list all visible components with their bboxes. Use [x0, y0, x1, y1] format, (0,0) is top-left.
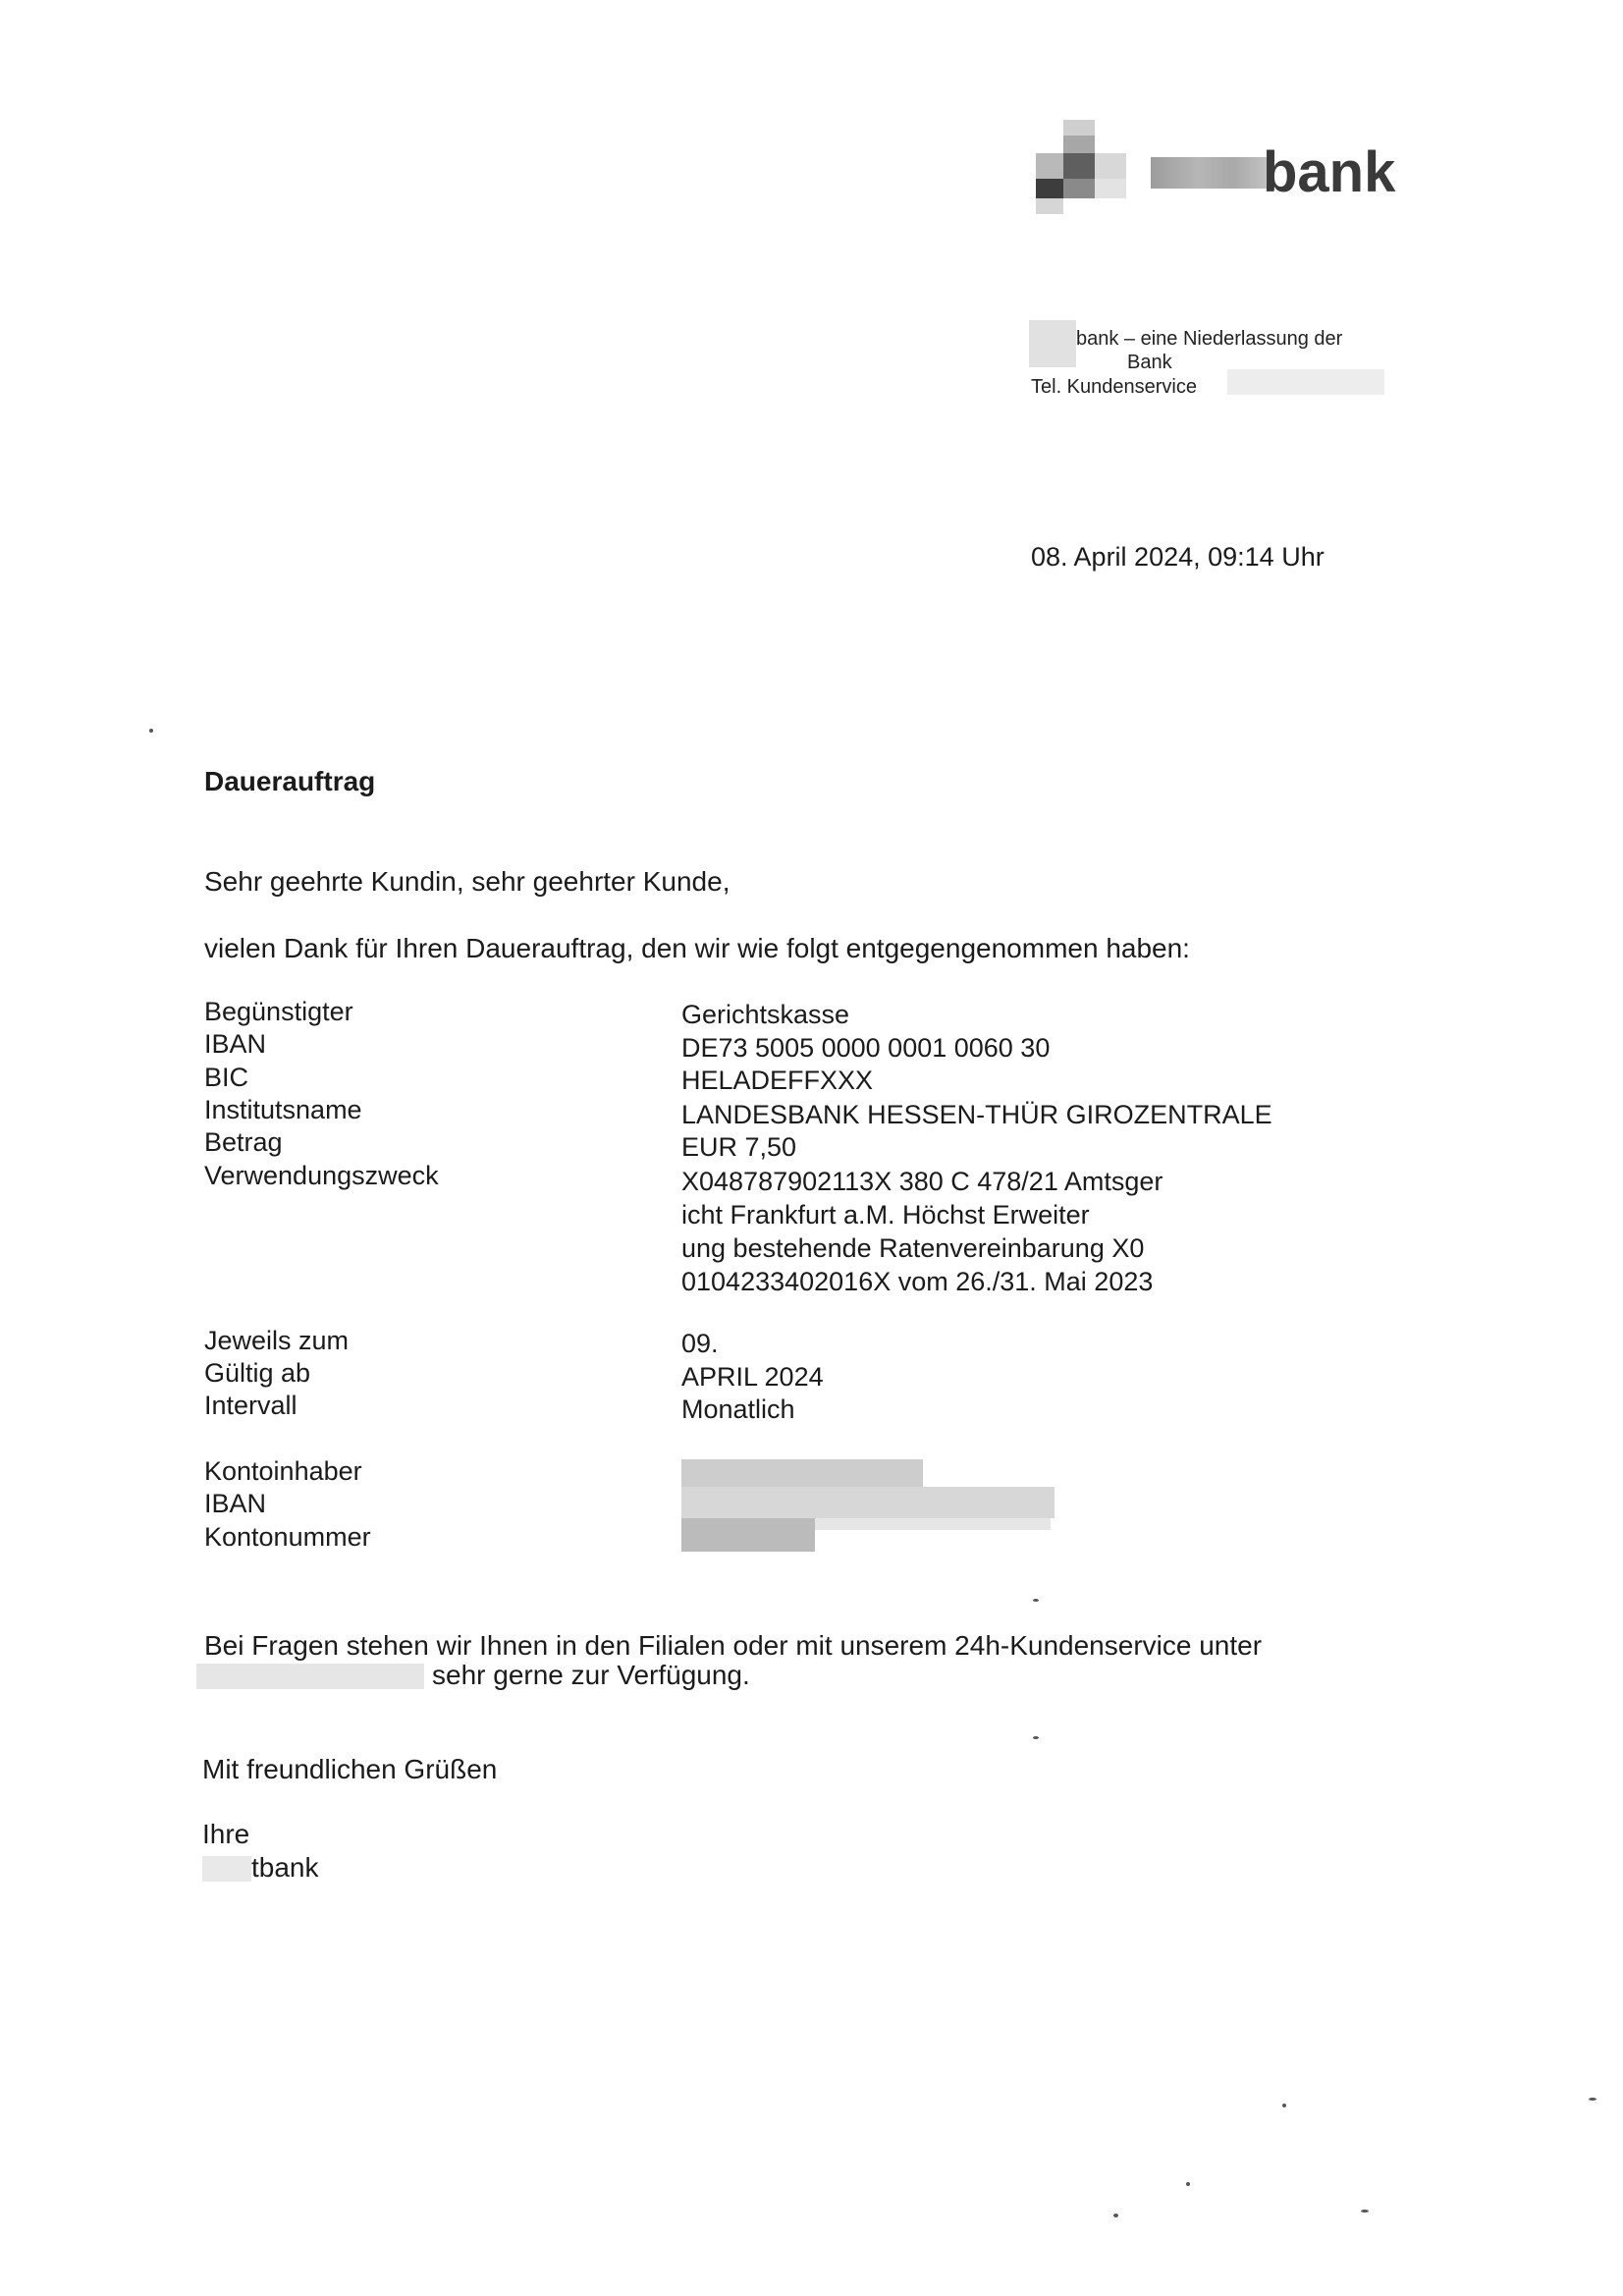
label-iban: IBAN — [204, 1029, 267, 1059]
label-bic: BIC — [204, 1063, 249, 1092]
value-purpose: X048787902113X 380 C 478/21 Amtsger — [681, 1167, 1163, 1196]
label-institution: Institutsname — [204, 1095, 362, 1124]
value-execution-day: 09. — [681, 1329, 719, 1358]
label-beneficiary: Begünstigter — [204, 997, 353, 1026]
intro-text: vielen Dank für Ihren Dauerauftrag, den wir wie folgt entgegengenommen haben: — [204, 933, 1190, 963]
logo-wordmark: bank — [1263, 140, 1396, 204]
sender-line-2: Bank — [1127, 352, 1172, 373]
contact-text-line-1: Bei Fragen stehen wir Ihnen in den Filialen oder mit unserem 24h-Kundenservice unter — [204, 1630, 1263, 1661]
redacted-bank-name — [1151, 157, 1269, 189]
redacted-phone-number — [1227, 369, 1384, 395]
label-execution-day: Jeweils zum — [204, 1326, 350, 1355]
value-iban: DE73 5005 0000 0001 0060 30 — [681, 1033, 1051, 1063]
value-purpose-line-4: 0104233402016X vom 26./31. Mai 2023 — [681, 1267, 1154, 1296]
redacted-sender-name — [1029, 320, 1076, 367]
contact-text-line-2: sehr gerne zur Verfügung. — [432, 1660, 750, 1690]
value-bic: HELADEFFXXX — [681, 1066, 874, 1095]
value-institution: LANDESBANK HESSEN-THÜR GIROZENTRALE — [681, 1100, 1272, 1129]
redacted-phone-number-body — [196, 1664, 424, 1689]
label-amount: Betrag — [204, 1127, 283, 1157]
letter-subject: Dauerauftrag — [204, 766, 376, 796]
value-beneficiary: Gerichtskasse — [681, 1000, 850, 1029]
value-amount: EUR 7,50 — [681, 1132, 797, 1162]
label-valid-from: Gültig ab — [204, 1358, 311, 1388]
signoff-line-1: Ihre — [202, 1819, 250, 1849]
label-account-iban: IBAN — [204, 1489, 267, 1518]
letter-date: 08. April 2024, 09:14 Uhr — [1031, 542, 1325, 572]
label-account-number: Kontonummer — [204, 1522, 371, 1552]
value-purpose-line-2: icht Frankfurt a.M. Höchst Erweiter — [681, 1200, 1090, 1230]
salutation: Sehr geehrte Kundin, sehr geehrter Kunde, — [204, 866, 730, 897]
bank-logo-mark — [1036, 120, 1126, 214]
closing-greeting: Mit freundlichen Grüßen — [202, 1754, 498, 1784]
redacted-bank-name-signoff — [202, 1856, 251, 1882]
sender-line-1: bank – eine Niederlassung der — [1076, 328, 1343, 350]
label-account-holder: Kontoinhaber — [204, 1456, 362, 1486]
label-interval: Intervall — [204, 1391, 298, 1420]
sender-line-3: Tel. Kundenservice — [1031, 376, 1197, 398]
value-valid-from: APRIL 2024 — [681, 1362, 824, 1392]
label-purpose: Verwendungszweck — [204, 1161, 439, 1190]
signoff-line-2: tbank — [251, 1852, 319, 1883]
value-interval: Monatlich — [681, 1394, 795, 1424]
value-purpose-line-3: ung bestehende Ratenvereinbarung X0 — [681, 1233, 1145, 1263]
